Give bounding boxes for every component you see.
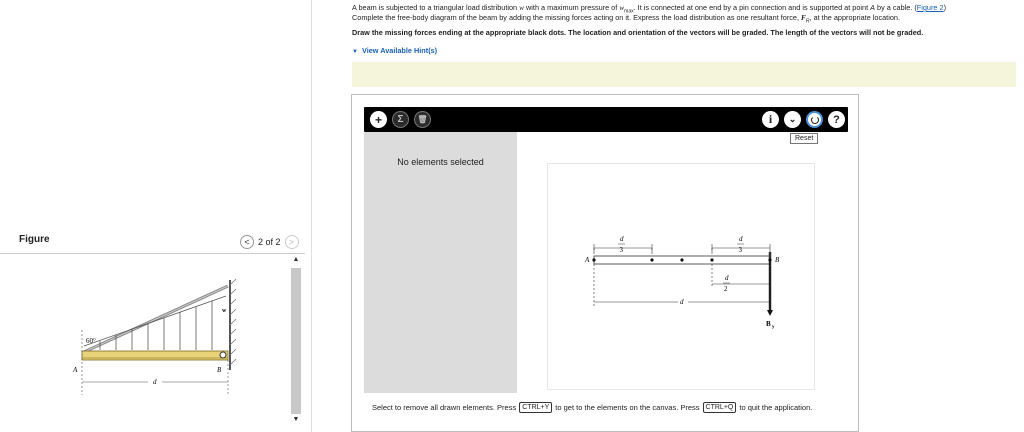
status-text-1: Select to remove all drawn elements. Press xyxy=(372,403,517,412)
point-label-A: A xyxy=(585,256,590,264)
scroll-down-arrow[interactable]: ▼ xyxy=(292,416,300,423)
var-w: w xyxy=(519,3,524,12)
status-text-2: to get to the elements on the canvas. Press xyxy=(555,403,700,412)
status-text-3: to quit the application. xyxy=(739,403,813,412)
fig-label-w: w xyxy=(222,308,227,314)
text-seg: . It is connected at one end by a pin connection and is supported at point xyxy=(633,3,871,12)
reset-icon xyxy=(811,116,819,124)
var-A: A xyxy=(870,3,876,12)
beam-figure-image xyxy=(60,270,240,400)
help-icon: ? xyxy=(833,113,840,126)
dim-3-right: 3 xyxy=(738,246,742,254)
chevron-down-icon: ⌄ xyxy=(788,114,797,124)
problem-line-3: Draw the missing forces ending at the appropriate black dots. The location and orientation of the vectors will be graded. The length of the vectors will not be graded. xyxy=(352,28,924,37)
figure-label: Figure xyxy=(19,234,50,245)
hint-toggle[interactable] xyxy=(352,46,437,55)
fig-label-A: A xyxy=(73,366,78,374)
sum-button[interactable] xyxy=(392,111,409,128)
scroll-thumb[interactable] xyxy=(291,268,301,414)
drawing-canvas[interactable] xyxy=(547,163,815,390)
var-F: F xyxy=(801,13,806,22)
var-wmax: w xyxy=(619,3,625,12)
dim-d-bottom: d xyxy=(680,298,684,306)
element-properties-sidebar xyxy=(364,132,517,393)
next-figure-button[interactable]: > xyxy=(285,235,299,249)
toolbar xyxy=(364,107,848,132)
fig-label-B: B xyxy=(217,366,222,374)
dim-3-left: 3 xyxy=(619,246,623,254)
beam-fbd-diagram xyxy=(548,164,816,391)
options-button[interactable] xyxy=(784,111,801,128)
force-label-By: B xyxy=(766,320,771,328)
figure-divider xyxy=(0,253,305,254)
figure-pager xyxy=(240,235,299,249)
point-label-B: B xyxy=(775,256,780,264)
dim-d-half: d xyxy=(725,274,729,282)
fbd-tool-panel xyxy=(351,94,859,432)
var-F-sub: R xyxy=(805,18,810,25)
figure-pane xyxy=(0,0,312,432)
text-seg: ) xyxy=(943,3,947,12)
scroll-up-arrow[interactable]: ▲ xyxy=(292,256,300,263)
dim-2: 2 xyxy=(724,285,728,293)
figure-scrollbar[interactable] xyxy=(290,256,302,428)
info-icon: i xyxy=(768,112,773,126)
hint-bar xyxy=(352,62,1016,87)
var-wmax-sub: max xyxy=(624,8,634,15)
help-button[interactable] xyxy=(828,111,845,128)
text-seg: by a cable. ( xyxy=(875,3,917,12)
add-vector-button[interactable] xyxy=(370,111,387,128)
fig-label-angle: 60° xyxy=(86,337,96,345)
delete-button[interactable] xyxy=(414,111,431,128)
plus-icon: + xyxy=(374,112,382,127)
text-seg: , at the appropriate location. xyxy=(809,13,900,22)
reset-button[interactable] xyxy=(806,111,823,128)
pager-text: 2 of 2 xyxy=(258,237,281,247)
no-selection-message: No elements selected xyxy=(397,157,484,167)
trash-icon: 🗑 xyxy=(417,115,428,124)
force-label-By-sub: y xyxy=(772,325,775,330)
fig-label-d: d xyxy=(153,378,157,386)
kbd-ctrl-q: CTRL+Q xyxy=(703,402,737,413)
hint-label: View Available Hint(s) xyxy=(361,46,438,55)
text-seg: with a maximum pressure of xyxy=(524,3,620,12)
dim-d-left: d xyxy=(620,235,624,243)
reset-label[interactable]: Reset xyxy=(790,133,818,144)
status-bar xyxy=(372,402,812,413)
prev-figure-button[interactable]: < xyxy=(240,235,254,249)
info-button[interactable] xyxy=(762,111,779,128)
text-seg: Complete the free-body diagram of the beam by adding the missing forces acting on it. Express the load distribution as one resultant force, xyxy=(352,13,802,22)
sigma-icon: Σ xyxy=(397,114,404,125)
kbd-ctrl-y: CTRL+Y xyxy=(519,402,552,413)
triangle-down-icon: ▼ xyxy=(352,49,358,55)
text-seg: A beam is subjected to a triangular load distribution xyxy=(352,3,520,12)
dim-d-right: d xyxy=(739,235,743,243)
figure-2-link[interactable]: Figure 2 xyxy=(916,3,944,12)
problem-line-2 xyxy=(352,13,900,26)
